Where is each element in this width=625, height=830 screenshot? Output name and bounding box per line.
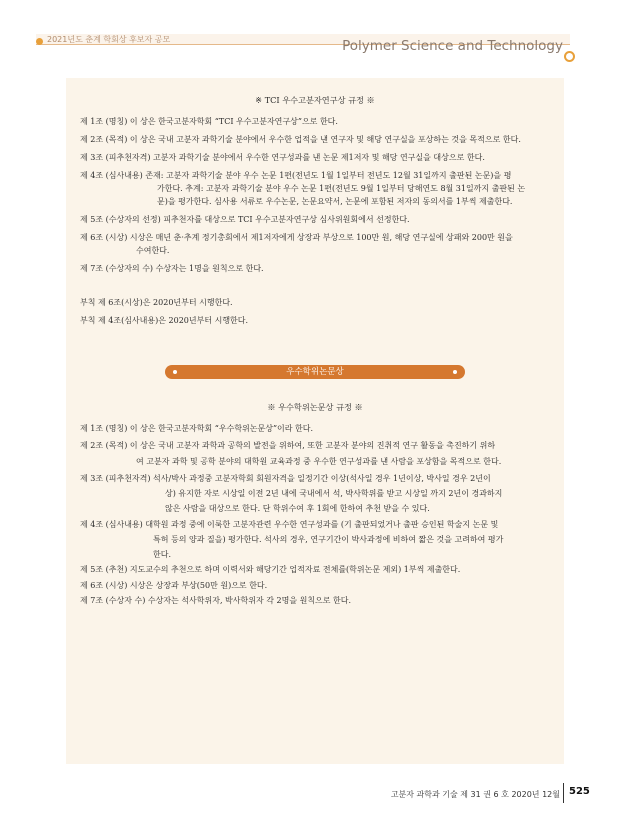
section-banner: [165, 365, 465, 379]
thesis-article-5: 제 5조 (추천) 지도교수의 추천으로 하며 이력서와 해당기간 업적자료 전체를(학위논문 제외) 1부씩 제출한다.: [80, 565, 461, 574]
header-section-label: 2021년도 춘계 학회상 후보자 공모: [47, 35, 171, 44]
footer-citation: 고분자 과학과 기술 제 31 권 6 호 2020년 12월: [390, 790, 560, 799]
bullet-dot-icon: [36, 38, 43, 45]
tci-addendum-1: 부칙 제 6조(시상)은 2020년부터 시행한다.: [80, 298, 233, 307]
tci-article-6-cont: 수여한다.: [136, 246, 170, 255]
thesis-article-3-cont: 않은 사람을 대상으로 한다. 단 학위수여 후 1회에 한하여 추천 받을 수 있다.: [165, 504, 430, 513]
thesis-article-3: 제 3조 (피추천자격) 석사/박사 과정중 고분자학회 회원자격을 일정기간 이상(석사일 경우 1년이상, 박사일 경우 2년이: [80, 474, 491, 483]
journal-title: Polymer Science and Technology: [342, 38, 563, 54]
tci-article-4: 제 4조 (심사내용) 존재: 고분자 과학기술 분야 우수 논문 1편(전년도 1월 1일부터 전년도 12월 31일까지 출판된 논문)을 평: [80, 171, 512, 180]
tci-addendum-2: 부칙 제 4조(심사내용)은 2020년부터 시행한다.: [80, 316, 249, 325]
page-number: 525: [569, 786, 590, 797]
tci-article-3: 제 3조 (피추천자격) 고분자 과학기술 분야에서 우수한 연구성과를 낸 논문 제1저자 및 해당 연구실을 대상으로 한다.: [80, 153, 485, 162]
thesis-article-2: 제 2조 (목적) 이 상은 국내 고분자 과학과 공학의 발전을 위하여, 또한 고분자 분야의 진취적 연구 활동을 촉진하기 위하: [80, 441, 496, 450]
footer-divider: [563, 783, 564, 803]
ring-icon: [564, 51, 575, 62]
tci-article-1: 제 1조 (명칭) 이 상은 한국고분자학회 “TCI 우수고분자연구상”으로 한다.: [80, 117, 338, 126]
thesis-article-2-cont: 여 고분자 과학 및 공학 분야의 대학원 교육과정 중 우수한 연구성과를 낸 사람을 포상함을 목적으로 한다.: [136, 457, 502, 466]
thesis-article-3-cont: 상) 유지한 자로 시상일 이전 2년 내에 국내에서 석, 박사학위를 받고 시상일 까지 2년이 경과하지: [165, 489, 503, 498]
thesis-article-4-cont: 한다.: [153, 550, 171, 559]
bullet-dot-icon: [453, 370, 457, 374]
tci-article-4-cont: 가한다. 추계: 고분자 과학기술 분야 우수 논문 1편(전년도 9월 1일부터 당해연도 8월 31일까지 출판된 논: [157, 184, 526, 193]
thesis-heading: ※ 우수학위논문상 규정 ※: [267, 402, 363, 412]
tci-article-2: 제 2조 (목적) 이 상은 국내 고분자 과학기술 분야에서 우수한 업적을 낸 연구자 및 해당 연구실을 포상하는 것을 목적으로 한다.: [80, 135, 521, 144]
thesis-article-4: 제 4조 (심사내용) 대학원 과정 중에 이룩한 고분자관련 우수한 연구성과를 (기 출판되었거나 출판 승인된 학술지 논문 및: [80, 520, 499, 529]
section-banner-label: 우수학위논문상: [286, 367, 344, 377]
tci-heading: ※ TCI 우수고분자연구상 규정 ※: [255, 95, 375, 105]
thesis-article-4-cont: 특허 등의 양과 질을) 평가한다. 석사의 경우, 연구기간이 박사과정에 비하여 짧은 것을 고려하여 평가: [153, 535, 504, 544]
tci-article-6: 제 6조 (시상) 시상은 매년 춘·추계 정기총회에서 제1저자에게 상장과 부상으로 100만 원, 해당 연구실에 상패와 200만 원을: [80, 233, 513, 242]
tci-article-4-cont: 문)을 평가한다. 심사용 서류로 우수논문, 논문요약서, 논문에 포함된 저자의 동의서를 1부씩 제출한다.: [157, 197, 513, 206]
thesis-article-7: 제 7조 (수상자 수) 수상자는 석사학위자, 박사학위자 각 2명을 원칙으로 한다.: [80, 596, 352, 605]
thesis-article-1: 제 1조 (명칭) 이 상은 한국고분자학회 “우수학위논문상”이라 한다.: [80, 424, 314, 433]
thesis-article-6: 제 6조 (시상) 시상은 상장과 부상(50만 원)으로 한다.: [80, 581, 268, 590]
tci-article-5: 제 5조 (수상자의 선정) 피추천자를 대상으로 TCI 우수고분자연구상 심사위원회에서 선정한다.: [80, 215, 410, 224]
tci-article-7: 제 7조 (수상자의 수) 수상자는 1명을 원칙으로 한다.: [80, 264, 264, 273]
